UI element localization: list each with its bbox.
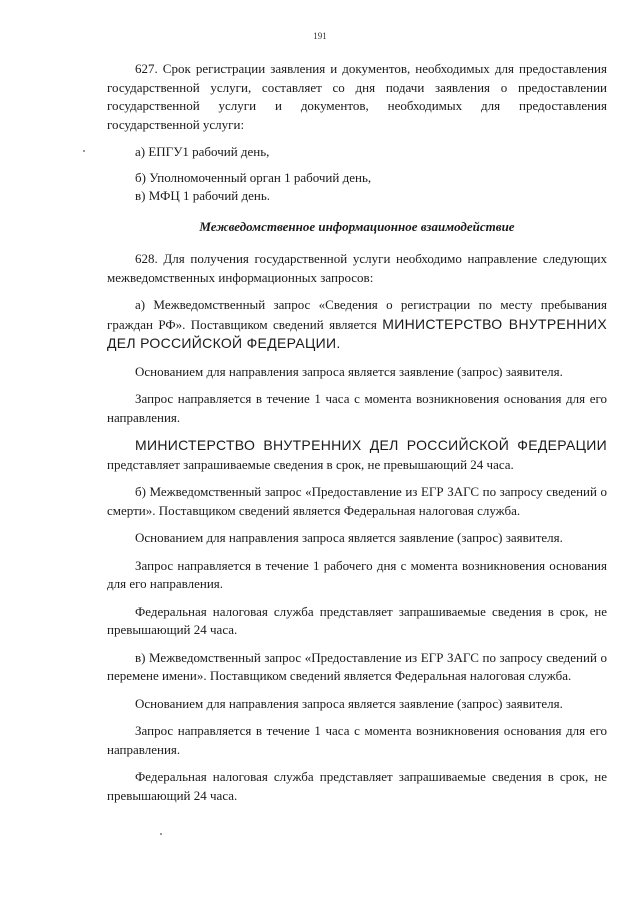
request-a-supplier: МИНИСТЕРСТВО ВНУТРЕННИХ ДЕЛ РОССИЙСКОЙ ФЕДЕРАЦИИ. xyxy=(107,315,607,351)
document-body xyxy=(107,60,607,814)
request-a-provides-text: представляет запрашиваемые сведения в срок, не превышающий 24 часа. xyxy=(107,456,514,472)
request-b-description: б) Межведомственный запрос «Предоставление из ЕГР ЗАГС по запросу сведений о смерти». Поставщиком сведений является Федеральная налоговая служба. xyxy=(107,484,607,518)
list-item-mfc: в) МФЦ 1 рабочий день. xyxy=(135,188,271,203)
paragraph-628: 628. Для получения государственной услуги необходимо направление следующих межведомственных информационных запросов: xyxy=(107,251,607,285)
paragraph-627: 627. Срок регистрации заявления и документов, необходимых для предоставления государственной услуги, составляет со дня подачи заявления о предоставлении государственной услуги и документов, необходимых для предоставления государственной услуги: xyxy=(107,61,607,132)
request-b-basis: Основанием для направления запроса является заявление (запрос) заявителя. xyxy=(135,530,563,545)
page-number: 191 xyxy=(313,31,327,41)
request-c-description: в) Межведомственный запрос «Предоставление из ЕГР ЗАГС по запросу сведений о перемене имени». Поставщиком сведений является Федеральная налоговая служба. xyxy=(107,649,607,683)
list-item-epgu: а) ЕПГУ1 рабочий день, xyxy=(135,144,270,159)
scan-speck xyxy=(160,833,162,835)
request-c-timing: Запрос направляется в течение 1 часа с момента возникновения основания для его направления. xyxy=(107,723,607,757)
request-c-provides: Федеральная налоговая служба представляет запрашиваемые сведения в срок, не превышающий 24 часа. xyxy=(107,769,607,803)
request-a-timing: Запрос направляется в течение 1 часа с момента возникновения основания для его направления. xyxy=(107,391,607,425)
request-a-description xyxy=(107,296,607,354)
request-b-timing: Запрос направляется в течение 1 рабочего дня с момента возникновения основания для его направления. xyxy=(107,557,607,591)
request-a-text: а) Межведомственный запрос «Сведения о регистрации по месту пребывания граждан РФ». Поставщиком сведений является xyxy=(107,297,607,332)
request-a-provides xyxy=(107,436,607,474)
list-item-authority: б) Уполномоченный орган 1 рабочий день, xyxy=(135,169,372,185)
section-heading: Межведомственное информационное взаимодействие xyxy=(199,218,515,234)
request-c-basis: Основанием для направления запроса является заявление (запрос) заявителя. xyxy=(135,695,563,711)
scan-speck xyxy=(83,150,85,152)
request-a-provides-supplier: МИНИСТЕРСТВО ВНУТРЕННИХ ДЕЛ РОССИЙСКОЙ ФЕДЕРАЦИИ xyxy=(135,437,607,453)
request-b-provides: Федеральная налоговая служба представляет запрашиваемые сведения в срок, не превышающий 24 часа. xyxy=(107,603,607,637)
request-a-basis: Основанием для направления запроса является заявление (запрос) заявителя. xyxy=(135,363,563,379)
